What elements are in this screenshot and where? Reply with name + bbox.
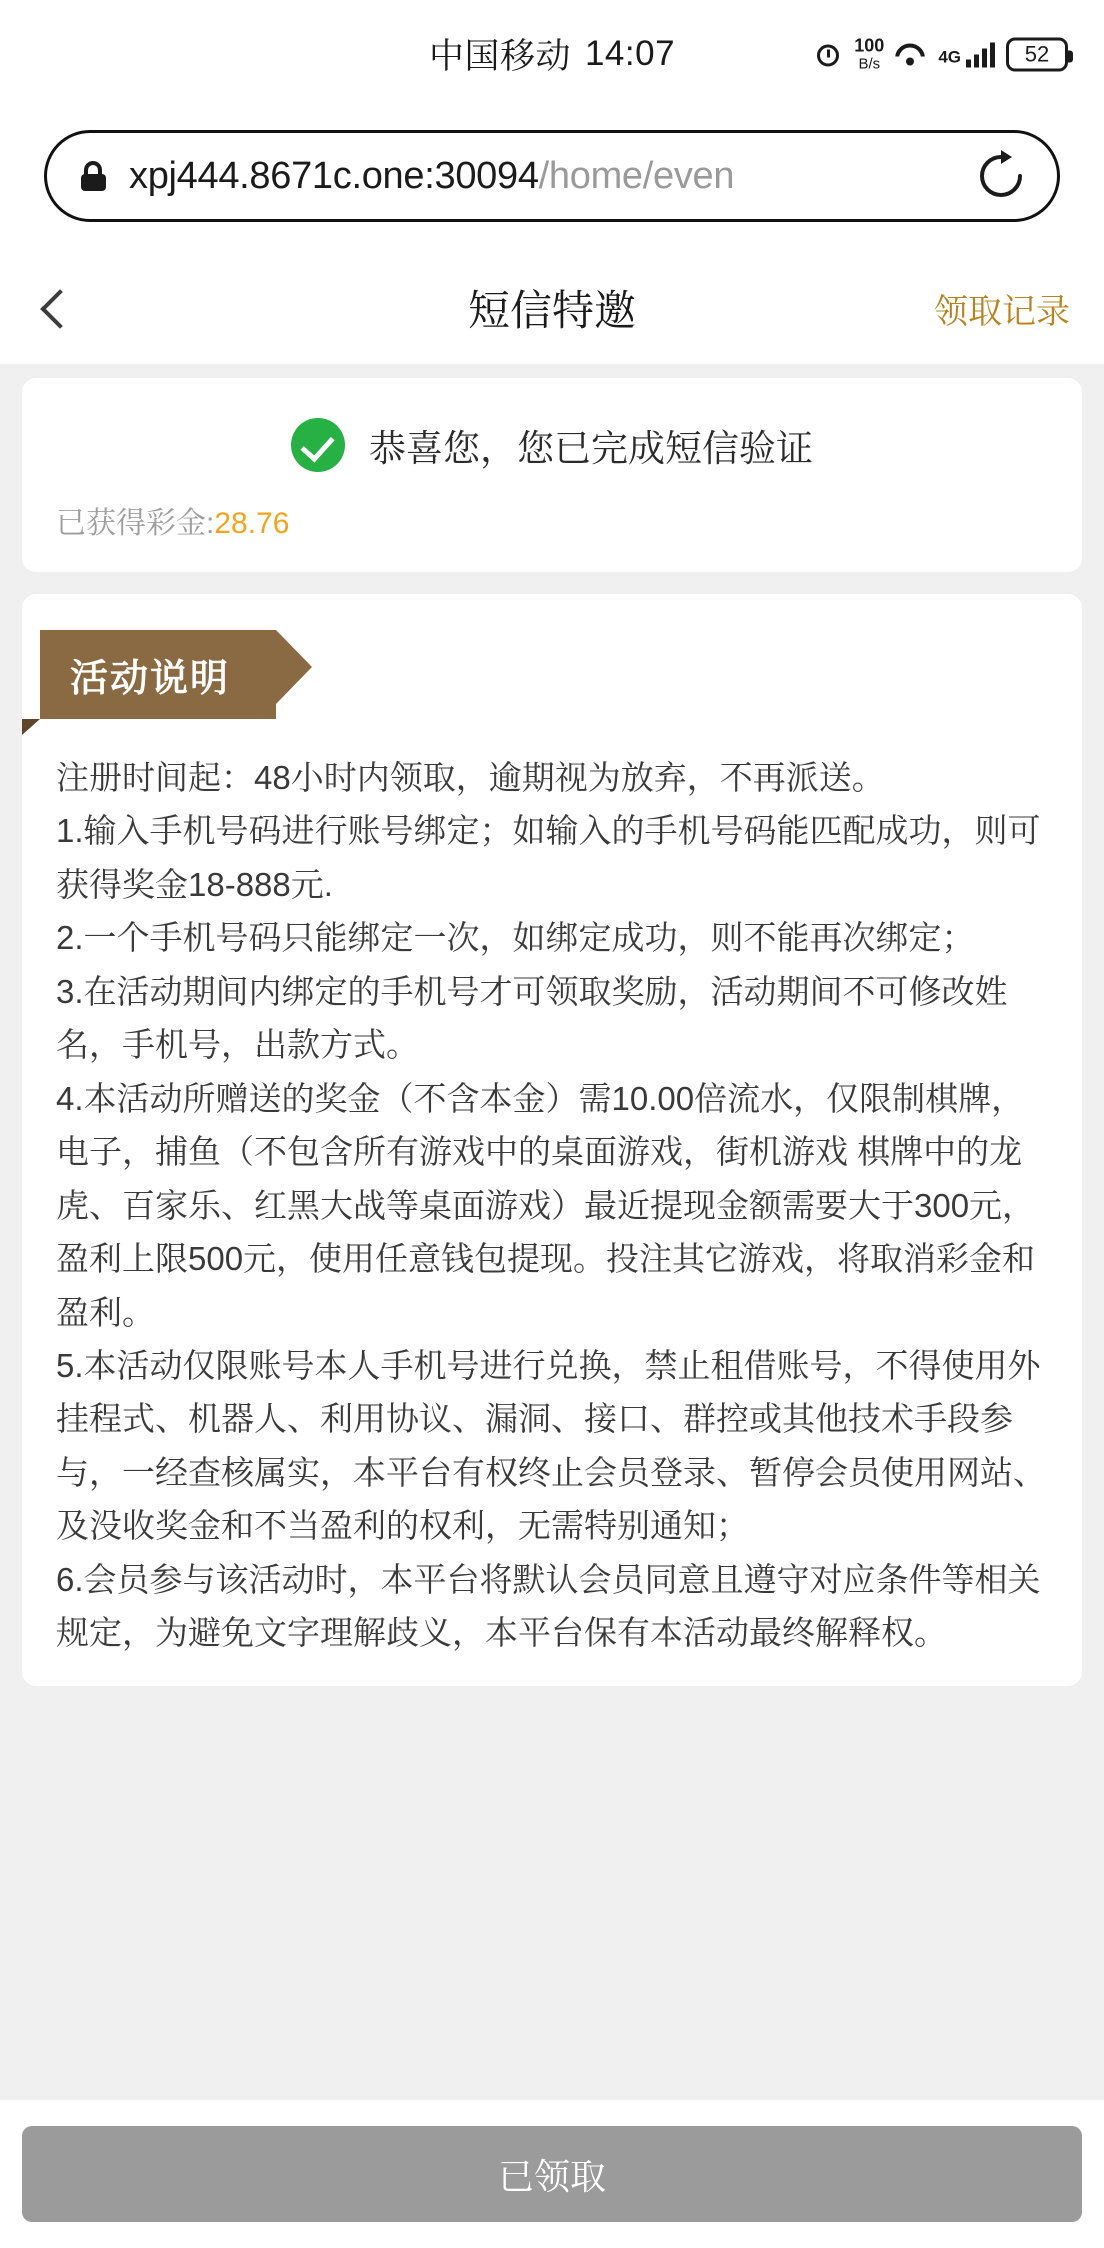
- check-circle-icon: [291, 418, 345, 472]
- bottom-action-bar: [0, 2100, 1104, 2248]
- verification-message: 恭喜您，您已完成短信验证: [369, 428, 813, 469]
- activity-rules-body: [22, 719, 1082, 1660]
- status-bar-right: [815, 37, 1068, 72]
- rule-line: 3.在活动期间内绑定的手机号才可领取奖励，活动期间不可修改姓名，手机号，出款方式。: [56, 972, 1008, 1064]
- rule-line: 4.本活动所赠送的奖金（不含本金）需10.00倍流水，仅限制棋牌，电子，捕鱼（不包含所有游戏中的桌面游戏，街机游戏 棋牌中的龙虎、百家乐、红黑大战等桌面游戏）最近提现金额需要大于300元，盈利上限500元，使用任意钱包提现。投注其它游戏，将取消彩金和盈利。: [56, 1079, 1036, 1331]
- network-speed-unit: B/s: [858, 55, 881, 73]
- carrier-label: 中国移动: [428, 37, 571, 76]
- rule-line: 2.一个手机号码只能绑定一次，如绑定成功，则不能再次绑定；: [56, 919, 975, 957]
- rule-line: 5.本活动仅限账号本人手机号进行兑换，禁止租借账号，不得使用外挂程式、机器人、利用协议、漏洞、接口、群控或其他技术手段参与，一经查核属实，本平台有权终止会员登录、暂停会员使用网站、及没收奖金和不当盈利的权利，无需特别通知；: [56, 1346, 1046, 1545]
- wifi-icon: [895, 41, 927, 67]
- battery-indicator: [1006, 37, 1068, 71]
- claim-records-link[interactable]: 领取记录: [934, 292, 1070, 331]
- claim-button[interactable]: 已领取: [22, 2126, 1082, 2222]
- network-speed-indicator: [854, 37, 884, 72]
- signal-bars-icon: [938, 41, 995, 67]
- rule-line: 注册时间起：48小时内领取，逾期视为放弃，不再派送。: [56, 759, 885, 796]
- network-type-label: 4G: [938, 47, 961, 66]
- rule-line: 1.输入手机号码进行账号绑定；如输入的手机号码能匹配成功，则可获得奖金18-888元.: [56, 812, 1041, 903]
- bonus-amount-label: 已获得彩金:: [56, 507, 215, 540]
- activity-rules-card: [22, 594, 1082, 1686]
- url-host: xpj444.8671c.one:30094: [129, 154, 539, 197]
- browser-toolbar: [0, 108, 1104, 252]
- verification-result-card: [22, 378, 1082, 572]
- page-content: [0, 364, 1104, 2244]
- bonus-amount-value: 28.76: [214, 507, 290, 540]
- url-text[interactable]: [129, 155, 957, 198]
- reload-icon[interactable]: [973, 148, 1029, 204]
- status-bar: [0, 0, 1104, 108]
- verification-result-row: [56, 418, 1048, 472]
- status-bar-center: [429, 29, 675, 79]
- clock-label: 14:07: [584, 34, 676, 73]
- alarm-clock-icon: [815, 40, 843, 68]
- signal-strength-icon: [966, 41, 995, 67]
- url-path: /home/even: [538, 154, 735, 197]
- page-title: 短信特邀: [467, 287, 636, 334]
- rule-line: 6.会员参与该活动时，本平台将默认会员同意且遵守对应条件等相关规定，为避免文字理解歧义，本平台保有本活动最终解释权。: [56, 1560, 1041, 1652]
- battery-level-label: 52: [1024, 41, 1050, 66]
- bonus-amount-row: [56, 498, 1048, 542]
- lock-icon: [81, 161, 107, 191]
- activity-rules-ribbon-title: 活动说明: [40, 630, 276, 719]
- network-speed-value: 100: [854, 35, 885, 56]
- page-header: [0, 252, 1104, 364]
- address-bar[interactable]: [44, 130, 1060, 222]
